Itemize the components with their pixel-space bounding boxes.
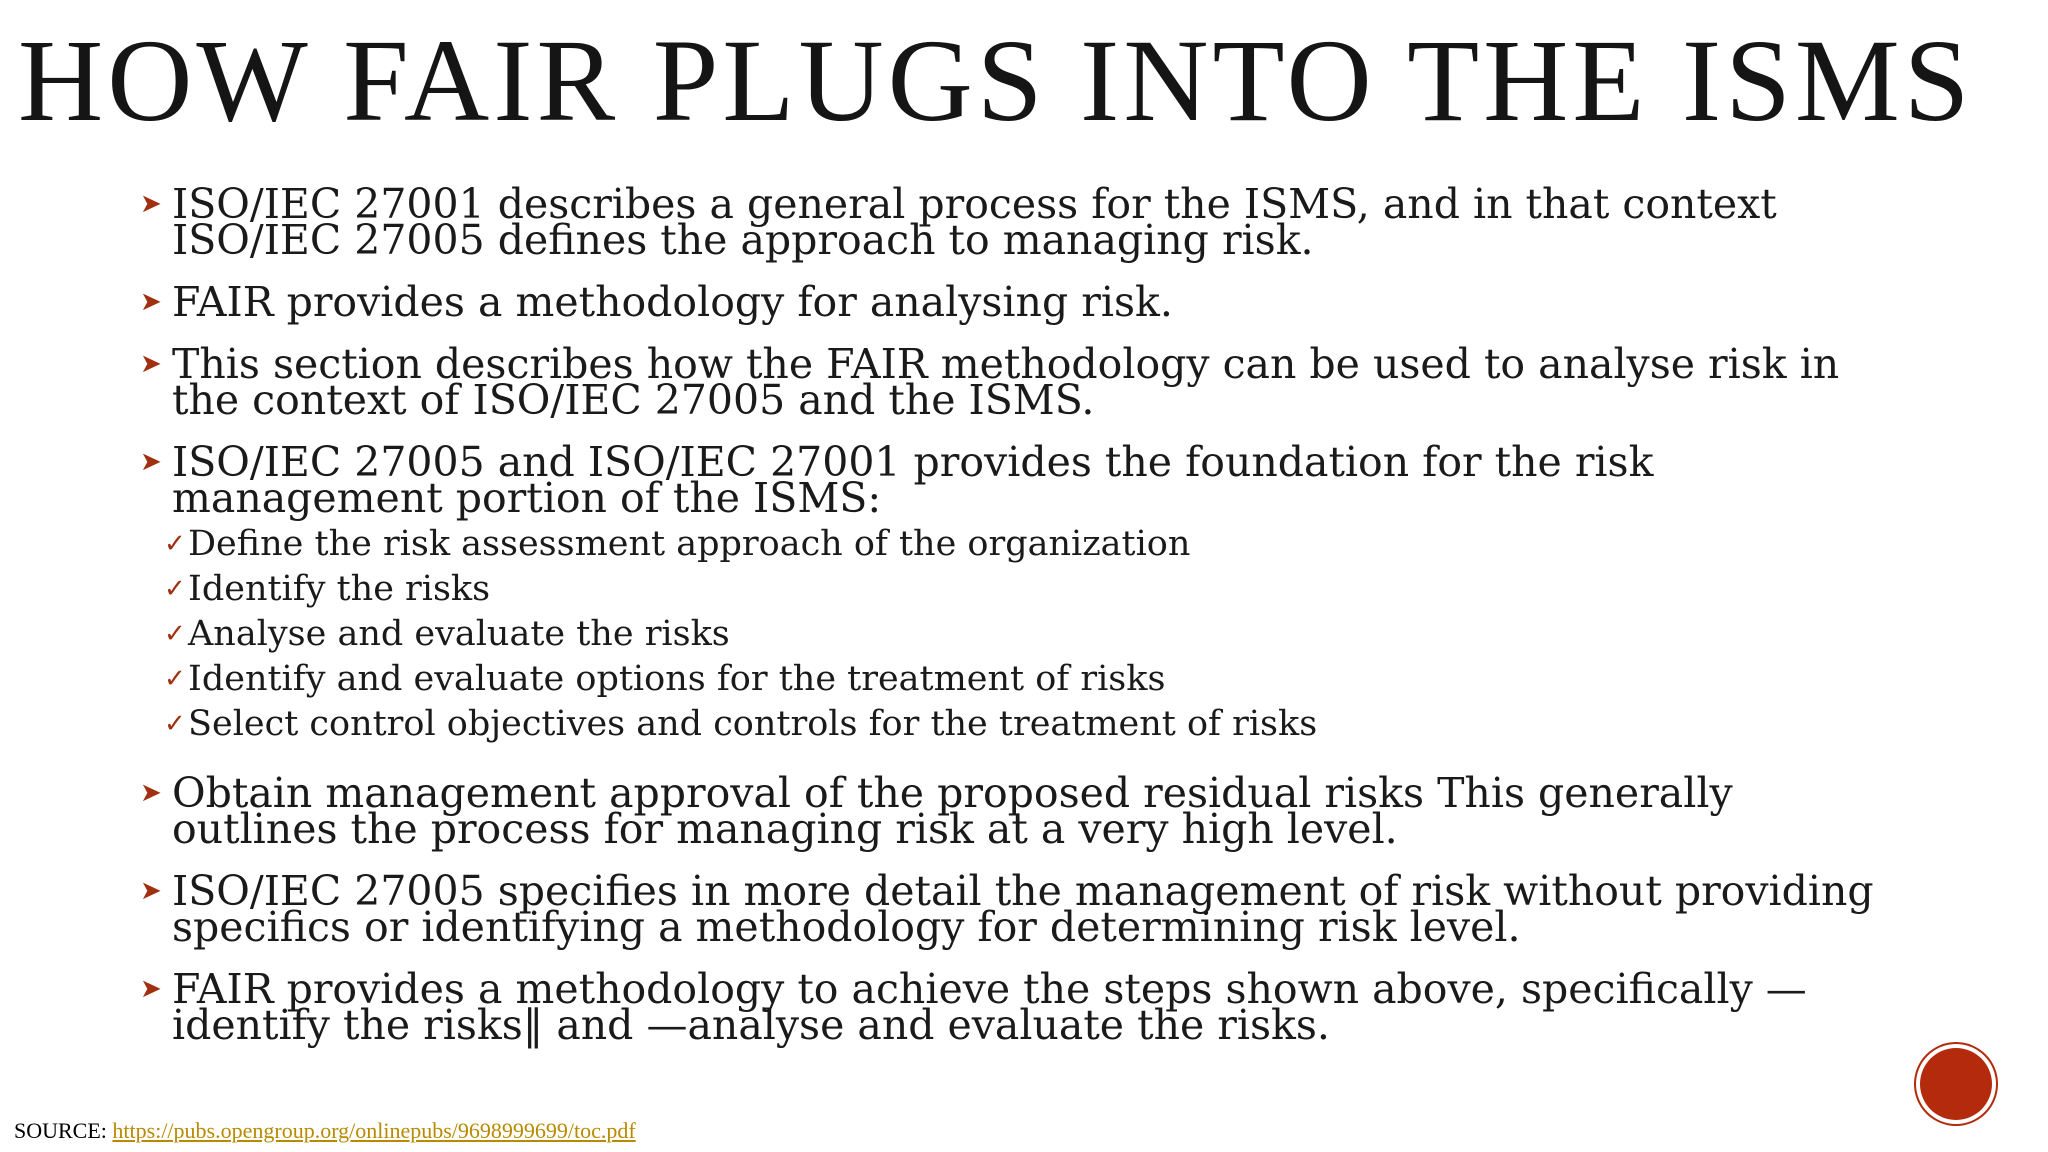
slide-title: HOW FAIR PLUGS INTO THE ISMS <box>18 15 1974 146</box>
arrowhead-bullet-icon: ➤ <box>140 447 162 477</box>
sub-item <box>140 612 1900 657</box>
bullet-item <box>140 340 1900 424</box>
bullet-text: ISO/IEC 27001 describes a general process for the ISMS, and in that context ISO/IEC 27005 defines the approach to managing risk. <box>172 180 1777 264</box>
sub-item-text: Define the risk assessment approach of the organization <box>188 524 1191 564</box>
sub-list <box>140 522 1900 747</box>
checkmark-icon: ✓ <box>164 574 186 604</box>
sub-item <box>140 567 1900 612</box>
source-line <box>14 1118 636 1144</box>
sub-item <box>140 522 1900 567</box>
checkmark-icon: ✓ <box>164 664 186 694</box>
source-label: SOURCE: <box>14 1118 107 1143</box>
sub-item-text: Analyse and evaluate the risks <box>188 614 730 654</box>
sub-item <box>140 657 1900 702</box>
sub-item <box>140 702 1900 747</box>
sub-item-text: Identify and evaluate options for the treatment of risks <box>188 659 1166 699</box>
sub-item-text: Select control objectives and controls for the treatment of risks <box>188 704 1318 744</box>
bullet-text: ISO/IEC 27005 and ISO/IEC 27001 provides the foundation for the risk management portion of the ISMS: <box>172 438 1654 522</box>
bullet-item <box>140 965 1900 1049</box>
bullet-item <box>140 180 1900 264</box>
arrowhead-bullet-icon: ➤ <box>140 876 162 906</box>
bullet-item <box>140 278 1900 326</box>
circle-nav-icon[interactable] <box>1920 1048 1992 1120</box>
arrowhead-bullet-icon: ➤ <box>140 189 162 219</box>
arrowhead-bullet-icon: ➤ <box>140 974 162 1004</box>
bullet-text: FAIR provides a methodology for analysing risk. <box>172 278 1173 326</box>
bullet-text: FAIR provides a methodology to achieve the steps shown above, specifically —identify the risks‖ and —analyse and evaluate the risks. <box>172 965 1807 1049</box>
checkmark-icon: ✓ <box>164 709 186 739</box>
arrowhead-bullet-icon: ➤ <box>140 349 162 379</box>
bullet-text: ISO/IEC 27005 specifies in more detail the management of risk without providing specifics or identifying a methodology for determining risk level. <box>172 867 1874 951</box>
arrowhead-bullet-icon: ➤ <box>140 778 162 808</box>
checkmark-icon: ✓ <box>164 619 186 649</box>
bullet-item <box>140 438 1900 522</box>
checkmark-icon: ✓ <box>164 529 186 559</box>
bullet-text: Obtain management approval of the proposed residual risks This generally outlines the process for managing risk at a very high level. <box>172 769 1733 853</box>
source-link[interactable]: https://pubs.opengroup.org/onlinepubs/9698999699/toc.pdf <box>112 1118 636 1143</box>
arrowhead-bullet-icon: ➤ <box>140 287 162 317</box>
slide-body <box>140 180 1900 1069</box>
bullet-text: This section describes how the FAIR methodology can be used to analyse risk in the context of ISO/IEC 27005 and the ISMS. <box>172 340 1840 424</box>
bullet-item <box>140 769 1900 853</box>
sub-item-text: Identify the risks <box>188 569 491 609</box>
bullet-item <box>140 867 1900 951</box>
